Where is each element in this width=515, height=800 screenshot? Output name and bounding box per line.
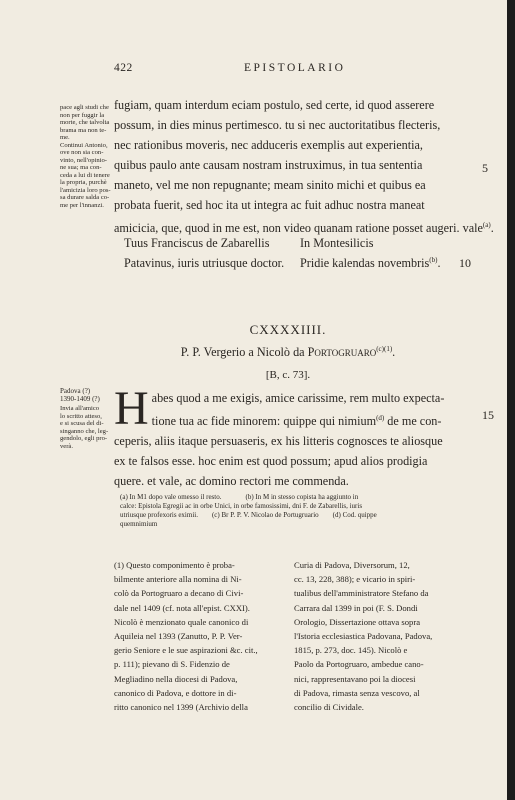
letter-source: [B, c. 73].	[265, 369, 311, 381]
critical-apparatus: (a) In M1 dopo vale omesso il resto. (b) In M in stesso copista ha aggiunto in calce: Epistola Egregii ac in orbe Unici, in orbe famosissimi, dni F. de Zabarellis, iuris utriusque profexoris eximii. (c) Br P. P. V. Nicolao de Portugruario (d) Cod. quippe quemnimium	[120, 493, 377, 528]
signature-line-1: Tuus Franciscus de Zabarellis	[124, 236, 270, 250]
letter-text: H abes quod a me exigis, amice carissime, rem multo expecta- tione tua ac fide minorem: quippe qui nimium$^{(d)}$ de me con- ceperis, aliis itaque persuaseris, ex his litteris cognosces te aliosque ex te falsos esse. hoc enim est quod possum; apud alios prodigia quere. et vale, ac domino rectori me commenda.	[114, 382, 445, 489]
place-line: In Montesilicis	[300, 236, 374, 250]
drop-cap: H	[114, 382, 149, 435]
page-number: 422	[114, 62, 133, 74]
signature-line-2: Patavinus, iuris utriusque doctor.	[124, 256, 285, 270]
line-number-10: 10	[459, 256, 471, 270]
letter-heading: P. P. Vergerio a Nicolò da Portogruaro$^{(c)(1)}$.	[180, 345, 396, 360]
date-line: Pridie kalendas novembris$^{(b)}$.	[300, 256, 441, 271]
letter-text-continued: fugiam, quam interdum eciam postulo, sed certe, id quod asserere possum, in dies minus pertimesco. tu si nec auctoritatibus flecteris, nec rationibus moveris, nec adduceris exemplis aut experientia, quibus paulo ante causam nostram instruximus, in tua sententia maneto, vel me non repugnante; meam sinito michi et quibus ea probata fuerit, sed hoc ita ut integra ac fuit adhuc nostra maneat amicicia, que, quod in me est, non video quanam ratione posset augeri. vale$^{(a)}$.	[114, 98, 494, 236]
footnote-column-left: (1) Questo componimento è proba- bilmente anteriore alla nomina di Ni- colò da Portogruaro a decano di Civi- dale nel 1409 (cf. nota all'epist. CXXI). Nicolò è menzionato quale canonico di Aquileia nel 1393 (Zanutto, P. P. Ver- gerio Seniore e le sue aspirazioni &c. cit., p. 111); pievano di S. Fidenzio de Megliadino nella diocesi di Padova, canonico di Padova, e dottore in di- ritto canonico nel 1399 (Archivio della	[114, 560, 258, 713]
line-number-5: 5	[482, 161, 488, 175]
margin-note-translation: pace agli studi che non per fuggir la morte, che talvolta brama ma non te- me. Continui Antonio, ove non sia con- vinto, nell'opinio- ne sua; ma con- ceda a lui di tenere la propria, purchè l'amicizia loro pos- sa durare salda co- me per l'innanzi.	[60, 104, 111, 209]
running-title: EPISTOLARIO	[244, 62, 346, 74]
footnote-column-right: Curia di Padova, Diversorum, 12, cc. 13, 228, 388); e vicario in spiri- tualibus dell'amministratore Stefano da Carrara dal 1399 in poi (F. S. Dondi Orologio, Dissertazione ottava sopra l'Istoria ecclesiastica Padovana, Padova, 1815, p. 273, doc. 145). Nicolò e Paolo da Portogruaro, ambedue cano- nici, rappresentavano poi la diocesi di Padova, rimasta senza vescovo, al concilio di Cividale.	[294, 560, 433, 713]
margin-note-date: Padova (?) 1390-1409 (?) Invia all'amico lo scritto atteso, e si scusa del di- singanno che, leg- gendolo, egli pro- verà.	[60, 387, 109, 450]
letter-number: CXXXXIIII.	[249, 322, 327, 337]
line-number-15: 15	[482, 408, 494, 422]
